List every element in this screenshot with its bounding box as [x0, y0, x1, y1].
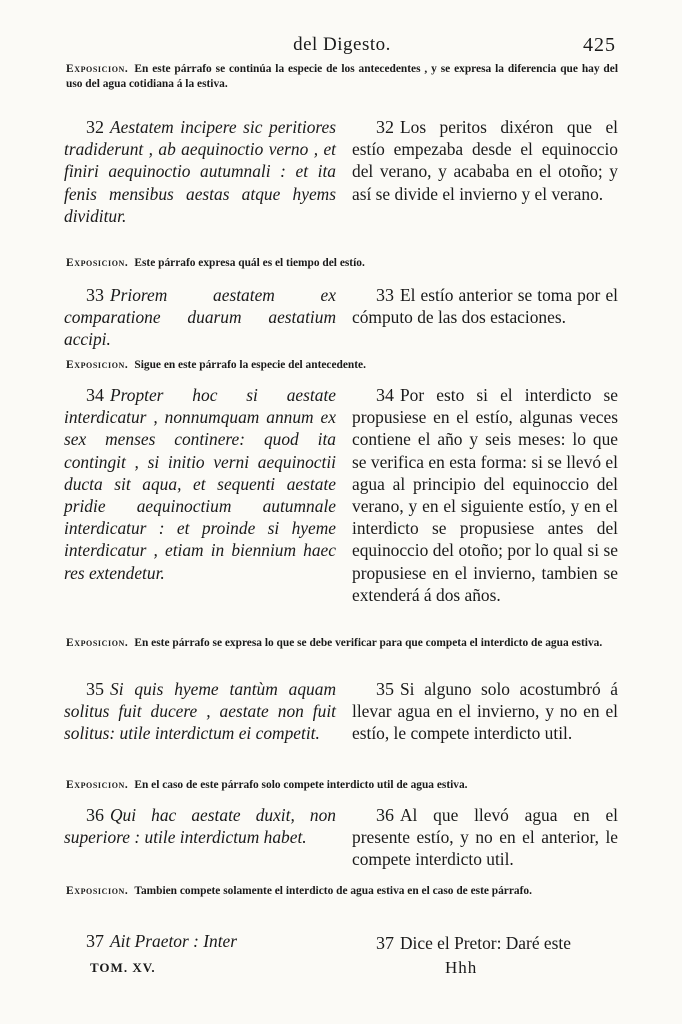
paragraph-number: 32: [86, 117, 104, 137]
spanish-text: Por esto si el interdicto se propusiese en el estío, algunas veces contiene el año y seis meses: lo que se verifica en esta forma: si se llevó el agua al principio del equinoccio del verano, y en el siguiente estío, y en el interdicto se propusiese antes del equinoccio del otoño; por lo qual si se propusiese en el invierno, tambien se extenderá á dos años.: [352, 385, 618, 605]
volume-footer: TOM. XV.: [90, 960, 156, 975]
paragraph-number: 35: [86, 679, 104, 699]
latin-text: Si quis hyeme tantùm aquam solitus fuit ducere , aestate non fuit solitus: utile interdictum ei competit.: [64, 679, 336, 744]
spanish-paragraph: [352, 804, 618, 871]
exposition-note: [66, 778, 618, 793]
latin-text: Ait Praetor : Inter: [110, 931, 238, 951]
spanish-text: Dice el Pretor: Daré este: [400, 933, 571, 953]
exposition-label: Exposicion.: [66, 779, 129, 791]
exposition-text: En este párrafo se continúa la especie de los antecedentes , y se expresa la diferencia que hay del uso del agua cotidiana á la estiva.: [66, 63, 618, 90]
exposition-note: [66, 636, 618, 651]
spanish-paragraph: [352, 678, 618, 745]
paragraph-number: 34: [86, 385, 104, 405]
running-title: del Digesto.: [293, 34, 391, 55]
exposition-text: Tambien compete solamente el interdicto de agua estiva en el caso de este párrafo.: [134, 885, 532, 897]
spanish-paragraph: [352, 932, 618, 954]
spanish-text: Si alguno solo acostumbró á llevar agua en el invierno, y no en el estío, le compete interdicto util.: [352, 679, 618, 744]
latin-text: Qui hac aestate duxit, non superiore : utile interdictum habet.: [64, 805, 336, 848]
spanish-paragraph: [352, 116, 618, 205]
paragraph-number: 34: [376, 385, 394, 405]
exposition-label: Exposicion.: [66, 63, 129, 75]
latin-paragraph: [64, 116, 336, 227]
latin-paragraph: [64, 284, 336, 351]
exposition-text: Este párrafo expresa quál es el tiempo del estío.: [134, 257, 365, 269]
exposition-note: [66, 884, 618, 899]
spanish-text: Los peritos dixéron que el estío empezaba desde el equinoccio del verano, y acababa en el otoño; y así se divide el invierno y el verano.: [352, 117, 618, 204]
latin-paragraph: [64, 930, 336, 952]
paragraph-number: 37: [86, 931, 104, 951]
exposition-label: Exposicion.: [66, 359, 129, 371]
latin-paragraph: [64, 384, 336, 584]
paragraph-number: 32: [376, 117, 394, 137]
running-head: [62, 34, 622, 62]
paragraph-number: 37: [376, 933, 394, 953]
exposition-text: Sigue en este párrafo la especie del antecedente.: [134, 359, 366, 371]
exposition-note: [66, 62, 618, 92]
latin-text: Priorem aestatem ex comparatione duarum aestatium accipi.: [64, 285, 336, 350]
spanish-paragraph: [352, 284, 618, 328]
spanish-text: Al que llevó agua en el presente estío, y no en el anterior, le compete interdicto util.: [352, 805, 618, 870]
exposition-text: En el caso de este párrafo solo compete interdicto util de agua estiva.: [134, 779, 468, 791]
paragraph-number: 35: [376, 679, 394, 699]
exposition-note: [66, 256, 618, 271]
latin-paragraph: [64, 678, 336, 745]
paragraph-number: 33: [376, 285, 394, 305]
exposition-label: Exposicion.: [66, 257, 129, 269]
paragraph-number: 36: [376, 805, 394, 825]
exposition-text: En este párrafo se expresa lo que se debe verificar para que competa el interdicto de agua estiva.: [134, 637, 603, 649]
paragraph-number: 36: [86, 805, 104, 825]
spanish-text: El estío anterior se toma por el cómputo de las dos estaciones.: [352, 285, 618, 328]
page-number: 425: [583, 34, 616, 56]
latin-text: Propter hoc si aestate interdicatur , nonnumquam annum ex sex menses continere: quod ita contingit , si initio verni aequinoctii ducta sit aqua, et sequenti aestate pridie aequinoctium autumnale interdicatur : et proinde si hyeme interdicatur , etiam in biennium haec res extendetur.: [64, 385, 336, 583]
paragraph-number: 33: [86, 285, 104, 305]
exposition-label: Exposicion.: [66, 637, 129, 649]
spanish-paragraph: [352, 384, 618, 606]
signature-mark: Hhh: [445, 958, 478, 977]
exposition-note: [66, 358, 618, 373]
latin-text: Aestatem incipere sic peritiores tradiderunt , ab aequinoctio verno , et finiri aequinoctio autumnali : et ita fenis mensibus aestas atque hyems dividitur.: [64, 117, 336, 226]
exposition-label: Exposicion.: [66, 885, 129, 897]
latin-paragraph: [64, 804, 336, 848]
